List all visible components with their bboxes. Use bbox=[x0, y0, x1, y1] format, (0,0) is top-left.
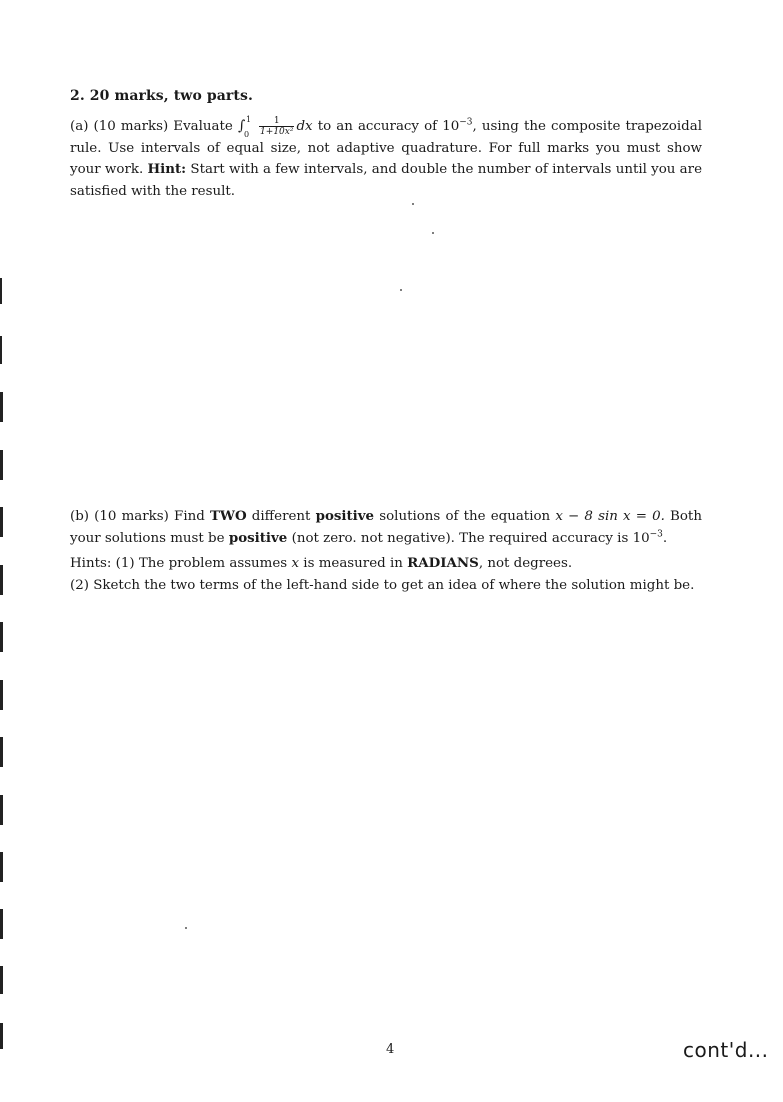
part-a-exponent: −3 bbox=[459, 117, 473, 128]
integral-lower-limit: 0 bbox=[243, 130, 250, 139]
hint-line-1 bbox=[70, 553, 702, 575]
scan-speck bbox=[185, 927, 187, 929]
question-heading: 2. 20 marks, two parts. bbox=[70, 88, 253, 104]
hint-1-variable: x bbox=[291, 556, 300, 571]
hint-1-c: , not degrees. bbox=[478, 556, 573, 571]
binding-mark bbox=[0, 1023, 3, 1049]
integrand-fraction bbox=[259, 116, 294, 137]
hint-1-b: is measured in bbox=[303, 556, 403, 571]
binding-mark bbox=[0, 392, 3, 422]
binding-mark bbox=[0, 278, 2, 304]
part-b-text-6: . bbox=[662, 530, 668, 546]
binding-mark bbox=[0, 966, 3, 994]
page-number: 4 bbox=[386, 1042, 395, 1057]
part-b-two: TWO bbox=[209, 508, 247, 524]
hints-text bbox=[70, 553, 702, 596]
scan-speck bbox=[400, 289, 402, 291]
hint-1-radians: RADIANS bbox=[407, 555, 479, 571]
part-b-text bbox=[70, 506, 702, 549]
hint-text: Start with a few intervals, and double the number of intervals until you are satisfied with the result. bbox=[70, 162, 702, 199]
binding-mark bbox=[0, 680, 3, 710]
scan-speck bbox=[432, 232, 434, 234]
part-b-text-2: different bbox=[251, 509, 311, 524]
hint-label: Hint: bbox=[147, 161, 187, 177]
part-a-label: (a) (10 marks) Evaluate bbox=[70, 119, 233, 134]
part-a-text-2: , using the composite trapezoidal rule. Use intervals of equal size, not adaptive quadrature. For full marks you must show your work. bbox=[70, 119, 702, 177]
integrand-denominator: 1+10x² bbox=[260, 127, 294, 137]
binding-mark bbox=[0, 336, 2, 364]
binding-mark bbox=[0, 507, 3, 537]
binding-mark bbox=[0, 450, 3, 480]
part-b-text-4: Both your solutions must be bbox=[70, 509, 702, 546]
part-b-positive-1: positive bbox=[315, 508, 375, 524]
part-b-exponent: −3 bbox=[649, 529, 663, 540]
part-a-text bbox=[70, 116, 702, 202]
integral-upper-limit: 1 bbox=[245, 115, 252, 124]
part-b-text-5: (not zero. not negative). The required accuracy is 10 bbox=[291, 530, 650, 546]
binding-mark bbox=[0, 795, 3, 825]
integral-dx: dx bbox=[296, 119, 313, 134]
part-a-text-1: to an accuracy of 10 bbox=[317, 119, 460, 134]
binding-mark bbox=[0, 737, 3, 767]
part-b-positive-2: positive bbox=[228, 529, 288, 546]
scan-speck bbox=[412, 203, 414, 205]
integrand-numerator: 1 bbox=[259, 116, 294, 127]
binding-mark bbox=[0, 852, 3, 882]
integral-sign: ∫ 1 0 bbox=[238, 116, 250, 138]
hint-line-2: (2) Sketch the two terms of the left-hand side to get an idea of where the solution might be. bbox=[70, 577, 695, 593]
binding-mark bbox=[0, 622, 3, 652]
part-b-equation: x − 8 sin x = 0. bbox=[555, 509, 665, 524]
part-b-text-1: (b) (10 marks) Find bbox=[70, 509, 205, 524]
binding-mark bbox=[0, 909, 3, 939]
continued-note: cont'd... bbox=[683, 1038, 769, 1062]
part-b-text-3: solutions of the equation bbox=[379, 509, 551, 524]
binding-mark bbox=[0, 565, 3, 595]
hint-1-a: Hints: (1) The problem assumes bbox=[70, 556, 288, 571]
